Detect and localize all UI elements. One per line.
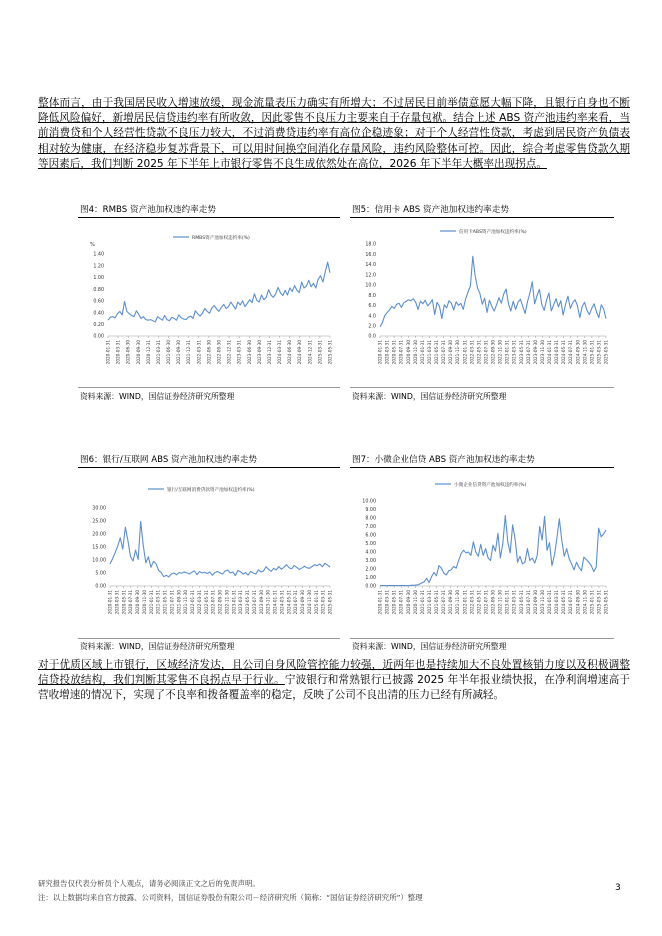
x-tick-label: 2022-09-30	[490, 590, 496, 615]
figure-6-chart	[78, 470, 340, 634]
x-tick-label: 2023-12-31	[266, 340, 272, 365]
x-tick-label: 2020-09-30	[405, 590, 411, 615]
legend-label: 小微企业信贷资产池加权违约率(%)	[454, 483, 527, 488]
x-tick-label: 2024-09-30	[297, 340, 303, 365]
figure-4-title: 图4：RMBS 资产池加权违约率走势	[80, 205, 216, 215]
x-tick-label: 2020-03-31	[384, 340, 390, 365]
x-tick-label: 2024-03-31	[554, 590, 560, 615]
x-tick-label: 2020-06-30	[125, 340, 131, 365]
y-tick-label: 0.60	[93, 299, 104, 305]
x-tick-label: 2024-11-30	[582, 340, 588, 365]
x-tick-label: 2022-05-31	[476, 340, 482, 365]
x-tick-label: 2022-05-31	[476, 590, 482, 615]
figure-5-source: 资料来源：WIND，国信证券经济研究所整理	[352, 392, 507, 401]
x-tick-label: 2021-05-31	[434, 590, 439, 615]
x-tick-label: 2022-01-31	[462, 590, 468, 615]
x-tick-label: 2022-09-30	[490, 340, 496, 365]
x-tick-label: 2025-03-31	[596, 340, 602, 365]
x-tick-label: 2021-09-30	[448, 340, 454, 365]
x-tick-label: 2023-01-31	[504, 590, 510, 615]
x-tick-label: 2023-03-31	[511, 590, 517, 615]
x-tick-label: 2021-05-31	[434, 340, 439, 365]
figure-7-title-rule	[350, 467, 614, 468]
x-tick-label: 2021-07-31	[441, 590, 447, 615]
x-tick-label: 2022-05-31	[203, 590, 209, 615]
x-tick-label: 2025-05-31	[327, 340, 333, 365]
y-tick-label: 9.00	[365, 508, 376, 514]
y-tick-label: 1.00	[365, 576, 376, 582]
x-tick-label: 2021-06-30	[166, 340, 172, 365]
x-tick-label: 2023-03-31	[236, 340, 242, 365]
x-tick-label: 2022-07-31	[483, 340, 489, 365]
x-tick-label: 2025-01-31	[589, 590, 595, 615]
x-tick-label: 2021-03-31	[155, 590, 161, 615]
y-tick-label: 4.00	[365, 550, 376, 556]
chart-2-svg	[78, 470, 340, 630]
y-tick-label: 6.0	[368, 304, 376, 310]
series-line	[108, 262, 330, 322]
y-tick-label: 16.0	[365, 252, 376, 258]
legend-label: 信用卡ABS资产池加权违约率(%)	[459, 230, 527, 235]
x-tick-label: 2021-11-30	[455, 590, 461, 615]
x-tick-label: 2020-01-31	[377, 340, 383, 365]
x-tick-label: 2020-07-31	[398, 590, 404, 615]
y-tick-label: 0.80	[93, 287, 104, 293]
x-tick-label: 2025-03-31	[320, 590, 326, 615]
x-tick-label: 2022-01-31	[190, 590, 195, 615]
figure-6-title-rule	[78, 467, 340, 468]
x-tick-label: 2024-11-30	[306, 590, 312, 615]
x-tick-label: 2021-09-30	[448, 590, 454, 615]
y-axis-unit-label: %	[90, 242, 95, 248]
x-tick-label: 2020-03-31	[114, 590, 120, 615]
x-tick-label: 2020-09-30	[405, 340, 411, 365]
x-tick-label: 2024-09-30	[300, 590, 305, 615]
x-tick-label: 2023-11-30	[265, 590, 271, 615]
x-tick-label: 2021-07-31	[441, 340, 447, 365]
x-tick-label: 2023-05-31	[518, 590, 524, 615]
y-tick-label: 5.00	[365, 542, 376, 548]
x-tick-label: 2020-05-31	[121, 590, 127, 615]
chart-0-svg	[78, 220, 340, 380]
x-tick-label: 2022-06-30	[206, 340, 212, 365]
x-tick-label: 2024-05-31	[561, 340, 567, 365]
y-tick-label: 0.00	[95, 584, 106, 590]
y-tick-label: 2.00	[365, 567, 376, 573]
y-tick-label: 20.00	[92, 532, 106, 538]
x-tick-label: 2021-01-31	[419, 590, 425, 615]
y-tick-label: 7.00	[365, 525, 376, 531]
x-tick-label: 2022-03-31	[469, 340, 475, 365]
y-tick-label: 18.0	[365, 242, 376, 248]
x-tick-label: 2020-03-31	[384, 590, 390, 615]
x-tick-label: 2024-01-31	[547, 590, 552, 615]
figure-5-bottom-rule	[350, 387, 614, 388]
x-tick-label: 2022-11-30	[224, 590, 230, 615]
footer-disclaimer: 研究报告仅代表分析员个人观点，请务必阅读正文之后的免责声明。	[38, 879, 260, 888]
y-tick-label: 10.00	[362, 499, 376, 505]
chart-2-legend	[148, 486, 255, 493]
y-tick-label: 3.00	[365, 559, 376, 565]
x-tick-label: 2021-03-31	[426, 590, 432, 615]
x-tick-label: 2024-07-31	[293, 590, 299, 615]
x-tick-label: 2024-07-31	[568, 590, 574, 615]
footer-data-note: 注：以上数据均来自官方披露、公司资料，国信证券股份有限公司－经济研究所（简称：“国信证券经济研究所”）整理	[38, 893, 423, 902]
x-tick-label: 2025-03-31	[317, 340, 323, 365]
chart-1-legend	[440, 228, 527, 235]
x-tick-label: 2023-09-30	[256, 340, 262, 365]
x-tick-label: 2023-03-31	[238, 590, 244, 615]
x-tick-label: 2024-03-31	[277, 340, 283, 365]
chart-1-svg	[350, 220, 614, 380]
x-tick-label: 2022-03-31	[196, 340, 202, 365]
y-tick-label: 4.0	[368, 314, 376, 320]
figure-4-title-rule	[78, 217, 340, 218]
x-tick-label: 2025-05-31	[603, 590, 609, 615]
x-tick-label: 2024-11-30	[582, 590, 588, 615]
x-tick-label: 2022-03-31	[196, 590, 202, 615]
x-tick-label: 2022-03-31	[469, 590, 475, 615]
x-tick-label: 2023-01-31	[504, 340, 510, 365]
figure-7-title: 图7：小微企业信贷 ABS 资产池加权违约率走势	[352, 455, 535, 465]
x-tick-label: 2023-09-30	[258, 590, 264, 615]
y-tick-label: 0.0	[368, 334, 376, 340]
y-tick-label: 5.00	[95, 571, 106, 577]
figure-5-title: 图5：信用卡 ABS 资产池加权违约率走势	[352, 205, 509, 215]
x-tick-label: 2024-09-30	[575, 340, 581, 365]
y-tick-label: 8.00	[365, 516, 376, 522]
y-tick-label: 0.40	[93, 311, 104, 317]
figure-4-chart	[78, 220, 340, 384]
figure-4-source: 资料来源：WIND，国信证券经济研究所整理	[80, 392, 235, 401]
x-tick-label: 2023-11-30	[539, 590, 545, 615]
x-tick-label: 2024-03-31	[279, 590, 285, 615]
x-tick-label: 2024-03-31	[554, 340, 560, 365]
x-tick-label: 2021-11-30	[455, 340, 461, 365]
x-tick-label: 2023-09-30	[532, 340, 538, 365]
y-tick-label: 12.0	[365, 273, 376, 279]
x-tick-label: 2020-07-31	[128, 590, 134, 615]
x-tick-label: 2020-01-31	[105, 340, 111, 365]
x-tick-label: 2021-05-31	[162, 590, 168, 615]
figure-7-bottom-rule	[350, 638, 614, 639]
x-tick-label: 2021-12-31	[186, 340, 192, 365]
y-tick-label: 1.40	[93, 252, 104, 258]
body-paragraph-2	[38, 658, 630, 704]
x-tick-label: 2023-06-30	[246, 340, 252, 365]
x-tick-label: 2022-07-31	[210, 590, 216, 615]
x-tick-label: 2021-11-30	[183, 590, 189, 615]
x-tick-label: 2020-11-30	[141, 590, 147, 615]
legend-label: 银行/互联网消费贷款资产池加权违约率(%)	[167, 488, 255, 493]
y-tick-label: 10.0	[365, 283, 376, 289]
paragraph-1-underlined-text: 整体而言，由于我国居民收入增速放缓，现金流量表压力确实有所增大；不过居民目前举债意愿大幅下降，且银行自身也不断降低风险偏好，新增居民信贷违约率有所收敛，因此零售不良压力主要来自于存量包袱。结合上述 ABS 资产池违约率来看，当前消费贷和个人经营性贷款不良压力较大，不过消费贷违约率有高位企稳迹象；对于个人经营性贷款，考虑到居民资产负债表相对较为健康，在经济稳步复苏背景下，可以用时间换空间消化存量风险，违约风险整体可控。因此，综合考虑零售贷款久期等因素后，我们判断 2025 年下半年上市银行零售不良生成依然处在高位，2026 年下半年大概率出现拐点。	[38, 97, 630, 170]
y-tick-label: 14.0	[365, 263, 376, 269]
y-tick-label: 10.00	[92, 558, 106, 564]
figure-5-title-rule	[350, 217, 614, 218]
x-tick-label: 2021-03-31	[426, 340, 432, 365]
y-tick-label: 2.0	[368, 324, 376, 330]
x-tick-label: 2023-05-31	[245, 590, 250, 615]
x-tick-label: 2024-05-31	[286, 590, 292, 615]
x-tick-label: 2020-03-31	[115, 340, 121, 365]
x-tick-label: 2025-01-31	[589, 340, 595, 365]
x-tick-label: 2024-01-31	[547, 340, 552, 365]
body-paragraph-1	[38, 96, 630, 172]
figure-5-chart	[350, 220, 614, 384]
y-tick-label: 6.00	[365, 533, 376, 539]
legend-label: RMBS资产池加权违约率(%)	[192, 236, 250, 241]
x-tick-label: 2025-01-31	[313, 590, 319, 615]
chart-3-svg	[350, 470, 614, 630]
x-tick-label: 2025-05-31	[603, 340, 609, 365]
x-tick-label: 2024-01-31	[272, 590, 278, 615]
x-tick-label: 2020-09-30	[135, 340, 141, 365]
series-line	[380, 515, 606, 585]
x-tick-label: 2024-07-31	[568, 340, 574, 365]
y-tick-label: 30.00	[92, 506, 106, 512]
x-tick-label: 2020-09-30	[135, 590, 140, 615]
x-tick-label: 2021-09-30	[176, 340, 182, 365]
x-tick-label: 2025-03-31	[596, 590, 602, 615]
figure-7-source: 资料来源：WIND，国信证券经济研究所整理	[352, 642, 507, 651]
x-tick-label: 2025-05-31	[327, 590, 333, 615]
y-tick-label: 25.00	[92, 519, 106, 525]
x-tick-label: 2021-07-31	[169, 590, 175, 615]
series-line	[110, 522, 330, 577]
x-tick-label: 2023-01-31	[231, 590, 237, 615]
figure-7-chart	[350, 470, 614, 634]
x-tick-label: 2022-09-30	[216, 340, 222, 365]
y-tick-label: 15.00	[92, 545, 106, 551]
x-tick-label: 2022-11-30	[497, 590, 503, 615]
x-tick-label: 2024-05-31	[561, 590, 567, 615]
y-tick-label: 0.00	[365, 584, 376, 590]
paragraph-2-underlined-text: 对于优质区域上市银行，区域经济发达，且公司自身风险管控能力较强，近两年也是持续加大不良处置核销力度以及积极调整信贷投放结构，我们判断其零售不良拐点早于行业。	[38, 659, 630, 687]
x-tick-label: 2020-05-31	[391, 590, 397, 615]
x-tick-label: 2020-01-31	[377, 590, 383, 615]
x-tick-label: 2023-07-31	[251, 590, 257, 615]
x-tick-label: 2022-09-30	[217, 590, 223, 615]
x-tick-label: 2021-01-31	[148, 590, 154, 615]
x-tick-label: 2020-12-31	[145, 340, 151, 365]
x-tick-label: 2024-12-31	[307, 340, 313, 365]
x-tick-label: 2020-11-30	[412, 590, 418, 615]
page-number: 3	[615, 883, 621, 893]
y-tick-label: 0.20	[93, 322, 104, 328]
x-tick-label: 2021-03-31	[155, 340, 161, 365]
x-tick-label: 2024-09-30	[575, 590, 581, 615]
x-tick-label: 2022-01-31	[462, 340, 468, 365]
chart-0-legend	[173, 234, 250, 241]
y-tick-label: 1.20	[93, 264, 104, 270]
x-tick-label: 2023-03-31	[511, 340, 517, 365]
x-tick-label: 2020-07-31	[398, 340, 404, 365]
chart-3-legend	[435, 481, 526, 488]
x-tick-label: 2023-09-30	[532, 590, 538, 615]
x-tick-label: 2022-12-31	[226, 340, 232, 365]
x-tick-label: 2020-01-31	[107, 590, 113, 615]
x-tick-label: 2020-11-30	[412, 340, 418, 365]
y-tick-label: 8.0	[368, 293, 376, 299]
figure-6-bottom-rule	[78, 638, 340, 639]
x-tick-label: 2022-07-31	[483, 590, 489, 615]
y-tick-label: 0.00	[93, 334, 104, 340]
x-tick-label: 2023-07-31	[525, 590, 531, 615]
x-tick-label: 2023-11-30	[539, 340, 545, 365]
x-tick-label: 2021-09-30	[176, 590, 182, 615]
y-tick-label: 1.00	[93, 276, 104, 282]
figure-6-title: 图6：银行/互联网 ABS 资产池加权违约率走势	[80, 455, 257, 465]
x-tick-label: 2023-05-31	[518, 340, 524, 365]
series-line	[380, 256, 606, 327]
figure-4-bottom-rule	[78, 387, 340, 388]
x-tick-label: 2021-01-31	[419, 340, 425, 365]
figure-6-source: 资料来源：WIND，国信证券经济研究所整理	[80, 642, 235, 651]
x-tick-label: 2024-06-30	[287, 340, 293, 365]
x-tick-label: 2022-11-30	[497, 340, 503, 365]
paragraph-2-plain-text: 宁波银行和常熟银行已披露 2025 年半年报业绩快报，在净利润增速高于营收增速的情况下，实现了不良率和拨备覆盖率的稳定，反映了公司不良出清的压力已经有所减轻。	[38, 674, 630, 702]
x-tick-label: 2020-05-31	[391, 340, 397, 365]
x-tick-label: 2023-07-31	[525, 340, 531, 365]
